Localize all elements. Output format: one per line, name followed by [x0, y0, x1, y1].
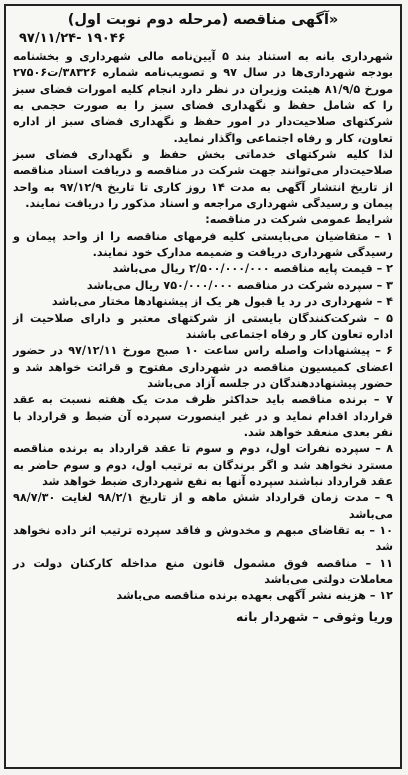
conditions-heading: شرایط عمومی شرکت در مناقصه: [205, 213, 393, 227]
condition-item: ۷ – برنده مناقصه باید حداکثر ظرف مدت یک هفته نسبت به عقد قرارداد اقدام نماید و در غیر اینصورت سپرده آن ضبط و قرارداد با نفر بعدی منعقد خواهد شد. [13, 393, 393, 439]
condition-item: ۸ – سپرده نفرات اول، دوم و سوم تا عقد قرارداد به برنده مناقصه مسترد نخواهد شد و اگر برندگان به ترتیب اول، دوم و سوم حاضر به عقد قرارداد نباشند سپرده آنها به نفع شهرداری ضبط خواهد شد [13, 442, 393, 488]
notice-reference-number: ۹۷/۱۱/۲۴- ۱۹۰۴۶ [19, 31, 126, 46]
mayor-signature: وریا وثوقی – شهردار بانه [235, 608, 393, 624]
condition-item: ۹ – مدت زمان قرارداد شش ماهه و از تاریخ ۹۸/۲/۱ لغایت ۹۸/۷/۳۰ می‌باشد [13, 491, 393, 521]
condition-item: ۱۰ – به تقاضای مبهم و مخدوش و فاقد سپرده ترتیب اثر داده نخواهد شد [13, 523, 393, 554]
condition-item: ۱۲ – هزینه نشر آگهی بعهده برنده مناقصه می‌باشد [116, 589, 393, 603]
intro-paragraph: شهرداری بانه به استناد بند ۵ آیین‌نامه مالی شهرداری و بخشنامه بودجه شهرداری‌ها در سال ۹۷ و تصویب‌نامه شماره ۳۸۳۲۶/ت۲۷۵۰۶ مورخ ۸۱/۹/۵ هیئت وزیران در نظر دارد انجام کلیه امورات فضای سبز را که شامل حفظ و نگهداری فضای سبز را به صورت حجمی به شرکتهای صلاحیت‌دار در امور حفظ و نگهداری فضای سبز از اداره تعاون، کار و رفاه اجتماعی واگذار نماید. [13, 50, 393, 145]
condition-item: ۱۱ – مناقصه فوق مشمول قانون منع مداخله کارکنان دولت در معاملات دولتی می‌باشد [13, 556, 393, 586]
condition-item: ۴ – شهرداری در رد یا قبول هر یک از پیشنهادها مختار می‌باشد [51, 295, 393, 309]
conditions-list [13, 229, 393, 605]
condition-item: ۲ – قیمت پایه مناقصه ۲/۵۰۰/۰۰۰/۰۰۰ ریال می‌باشد [112, 262, 393, 276]
condition-item: ۱ – متقاضیان می‌بایستی کلیه فرمهای مناقصه را از واحد پیمان و رسیدگی شهرداری دریافت و ضمیمه مدارک خود نمایند. [13, 229, 393, 260]
notice-title: «آگهی مناقصه (مرحله دوم نوبت اول) [67, 12, 339, 28]
invitation-paragraph: لذا کلیه شرکتهای خدماتی بخش حفظ و نگهداری فضای سبز صلاحیت‌دار می‌توانند جهت شرکت در مناقصه و دریافت اسناد مناقصه از تاریخ انتشار آگهی به مدت ۱۴ روز کاری تا تاریخ ۹۷/۱۲/۹ به واحد پیمان و رسیدگی شهرداری مراجعه و اسناد مذکور را دریافت نمایند. [13, 148, 394, 211]
condition-item: ۶ – پیشنهادات واصله راس ساعت ۱۰ صبح مورخ ۹۷/۱۲/۱۱ در حضور اعضای کمیسیون مناقصه در شهرداری مفتوح و قرائت خواهد شد و حضور پیشنهاددهندگان در جلسه آزاد می‌باشد [13, 344, 393, 390]
condition-item: ۵ – شرکت‌کنندگان بایستی از شرکتهای معتبر و دارای صلاحیت از اداره تعاون کار و رفاه اجتماعی باشند [13, 311, 393, 341]
tender-notice [4, 4, 402, 769]
condition-item: ۳ – سپرده شرکت در مناقصه ۷۵۰/۰۰۰/۰۰۰ ریال می‌باشد [86, 278, 393, 292]
